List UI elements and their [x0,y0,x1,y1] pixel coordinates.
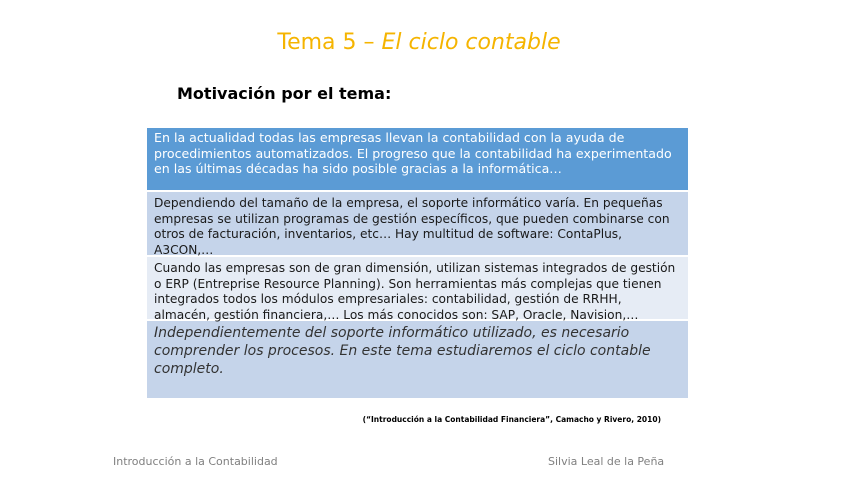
content-row-small-business: Dependiendo del tamaño de la empresa, el soporte informático varía. En pequeñas empresas se utilizan programas de gestión específicos, que pueden combinarse con otros de facturación, inventarios, etc… Hay multitud de software: ContaPlus, A3CON,… [147,192,688,257]
citation: (“Introducción a la Contabilidad Financiera”, Camacho y Rivero, 2010) [362,415,661,424]
slide-title [0,30,848,55]
footer-course-name: Introducción a la Contabilidad [113,455,278,468]
content-row-conclusion: Independientemente del soporte informático utilizado, es necesario comprender los procesos. En este tema estudiaremos el ciclo contable completo. [147,321,688,398]
slide-subtitle: Motivación por el tema: [177,84,392,103]
content-panel [147,128,688,398]
slide-title-italic: El ciclo contable [381,30,561,55]
content-row-erp: Cuando las empresas son de gran dimensión, utilizan sistemas integrados de gestión o ERP (Entreprise Resource Planning). Son herramientas más complejas que tienen integrados todos los módulos empresariales: contabilidad, gestión de RRHH, almacén, gestión financiera,… Los más conocidos son: SAP, Oracle, Navision,… [147,257,688,321]
footer-author: Silvia Leal de la Peña [548,455,665,468]
content-row-intro: En la actualidad todas las empresas llevan la contabilidad con la ayuda de procedimientos automatizados. El progreso que la contabilidad ha experimentado en las últimas décadas ha sido posible gracias a la informática… [147,128,688,192]
slide-title-plain: Tema 5 – [277,30,382,55]
